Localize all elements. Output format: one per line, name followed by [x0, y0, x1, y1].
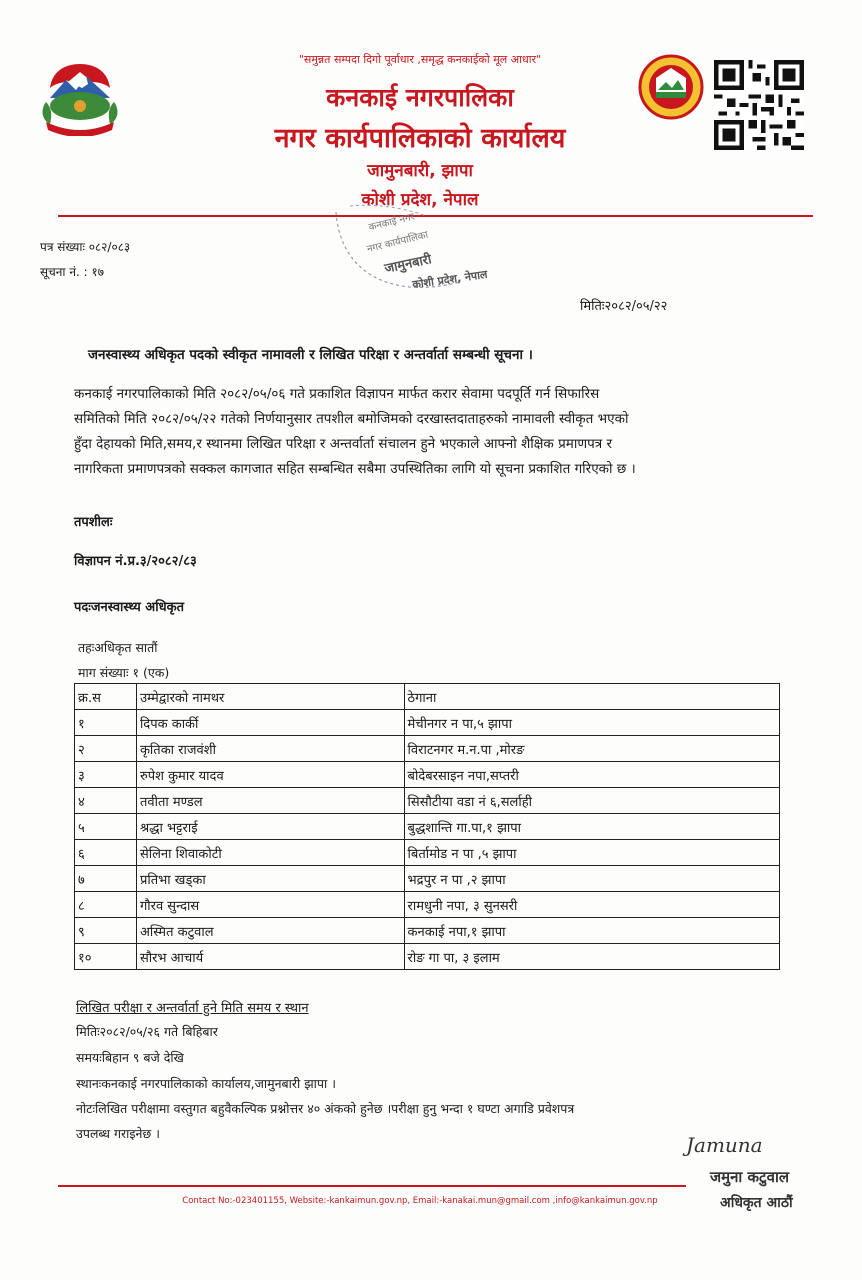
serial-cell: ४	[75, 788, 137, 814]
table-row	[75, 736, 780, 762]
address-cell: सिसौटीया वडा नं ६,सर्लाही	[404, 788, 779, 814]
serial-cell: ६	[75, 840, 137, 866]
name-cell: तवीता मण्डल	[136, 788, 404, 814]
address-line-2: कोशी प्रदेश, नेपाल	[361, 190, 479, 210]
table-row	[75, 892, 780, 918]
table-row	[75, 840, 780, 866]
body-line-1: कनकाई नगरपालिकाको मिति २०८२/०५/०६ गते प्रकाशित विज्ञापन मार्फत करार सेवामा पदपूर्ति गर्न सिफारिस	[74, 386, 600, 402]
serial-cell: १०	[75, 944, 137, 970]
name-cell: दिपक कार्की	[136, 710, 404, 736]
demand-count: माग संख्याः १ (एक)	[78, 665, 170, 680]
serial-cell: ९	[75, 918, 137, 944]
motto-text: "समुन्नत सम्पदा दिगो पूर्वाधार ,समृद्ध कनकाईको मूल आधार"	[298, 53, 542, 66]
address-line-1: जामुनबारी, झापा	[367, 161, 473, 181]
notice-body	[74, 382, 814, 482]
name-cell: श्रद्धा भट्टराई	[136, 814, 404, 840]
table-row	[75, 918, 780, 944]
municipality-logo-icon	[638, 54, 704, 120]
address-cell: विराटनगर म.न.पा ,मोरङ	[404, 736, 779, 762]
table-row	[75, 944, 780, 970]
signature-scrawl: Jamuna	[686, 1133, 763, 1157]
candidate-table	[74, 683, 780, 970]
address-cell: बुद्धशान्ति गा.पा,१ झापा	[404, 814, 779, 840]
address-cell: कनकाई नपा,१ झापा	[404, 918, 779, 944]
stamp-line-3: जामुनबारी	[383, 252, 433, 277]
letter-number: पत्र संख्याः ०८२/०८३	[40, 240, 131, 254]
body-line-4: नागरिकता प्रमाणपत्रको सक्कल कागजात सहित सम्बन्धित सबैमा उपस्थितिका लागि यो सूचना प्रकाशित गरिएको छ ।	[74, 461, 636, 477]
column-header: ठेगाना	[404, 684, 779, 710]
table-row	[75, 710, 780, 736]
name-cell: गौरव सुन्दास	[136, 892, 404, 918]
serial-cell: १	[75, 710, 137, 736]
post-level: तहःअधिकृत सातौं	[78, 640, 158, 655]
stamp-line-2: नगर कार्यपालिका	[365, 229, 430, 256]
body-line-3: हुँदा देहायको मिति,समय,र स्थानमा लिखित परिक्षा र अन्तर्वार्ता संचालन हुने भएकाले आफ्नो शैक्षिक प्रमाणपत्र र	[74, 436, 613, 452]
address-cell: मेचीनगर न पा,५ झापा	[404, 710, 779, 736]
serial-cell: ५	[75, 814, 137, 840]
address-cell: भद्रपुर न पा ,२ झापा	[404, 866, 779, 892]
table-row	[75, 762, 780, 788]
municipality-title: कनकाई नगरपालिका	[326, 83, 514, 112]
footer-divider	[58, 1185, 686, 1187]
notice-date: मितिः२०८२/०५/२२	[580, 299, 668, 314]
stamp-line-1: कनकाई नगर	[367, 211, 416, 234]
name-cell: सेलिना शिवाकोटी	[136, 840, 404, 866]
nepal-emblem-icon	[36, 58, 124, 136]
tapsil-label: तपशीलः	[74, 515, 113, 530]
address-cell: रामधुनी नपा, ३ सुनसरी	[404, 892, 779, 918]
table-header-row	[75, 684, 780, 710]
exam-time: समयःबिहान ९ बजे देखि	[76, 1050, 184, 1065]
name-cell: अस्मित कटुवाल	[136, 918, 404, 944]
address-cell: रोङ गा पा, ३ इलाम	[404, 944, 779, 970]
footer-contact: Contact No:-023401155, Website:-kankaimun.gov.np, Email:-kanakai.mun@gmail.com ,info@kankaimun.gov.np	[182, 1196, 658, 1206]
qr-code-icon	[714, 60, 804, 150]
exam-note-continued: उपलब्ध गराइनेछ ।	[76, 1126, 160, 1141]
advert-number: विज्ञापन नं.प्र.३/२०८२/८३	[74, 554, 197, 569]
name-cell: रुपेश कुमार यादव	[136, 762, 404, 788]
serial-cell: २	[75, 736, 137, 762]
exam-place: स्थानःकनकाई नगरपालिकाको कार्यालय,जामुनबारी झापा ।	[76, 1076, 336, 1091]
column-header: क्र.स	[75, 684, 137, 710]
serial-cell: ८	[75, 892, 137, 918]
name-cell: सौरभ आचार्य	[136, 944, 404, 970]
signatory-name: जमुना कटुवाल	[710, 1168, 790, 1186]
signatory-title: अधिकृत आठौं	[720, 1195, 793, 1211]
name-cell: प्रतिभा खड्का	[136, 866, 404, 892]
serial-cell: ७	[75, 866, 137, 892]
office-title: नगर कार्यपालिकाको कार्यालय	[274, 123, 566, 154]
notice-subject: जनस्वास्थ्य अधिकृत पदको स्वीकृत नामावली र लिखित परिक्षा र अन्तर्वार्ता सम्बन्धी सूचना ।	[88, 347, 533, 363]
notice-number: सूचना नं. : १७	[40, 265, 104, 279]
exam-note: नोटःलिखित परीक्षामा वस्तुगत बहुवैकल्पिक प्रश्नोत्तर ४० अंकको हुनेछ ।परीक्षा हुनु भन्दा १ घण्टा अगाडि प्रवेशपत्र	[76, 1101, 575, 1116]
name-cell: कृतिका राजवंशी	[136, 736, 404, 762]
address-cell: बोदेबरसाइन नपा,सप्तरी	[404, 762, 779, 788]
address-cell: बिर्तामोड न पा ,५ झापा	[404, 840, 779, 866]
stamp-line-4: कोशी प्रदेश, नेपाल	[411, 267, 489, 292]
column-header: उम्मेद्वारको नामथर	[136, 684, 404, 710]
body-line-2: समितिको मिति २०८२/०५/२२ गतेको निर्णयानुसार तपशील बमोजिमको दरखास्तदाताहरुको नामावली स्वीकृत भएको	[74, 411, 629, 427]
serial-cell: ३	[75, 762, 137, 788]
table-row	[75, 866, 780, 892]
table-row	[75, 788, 780, 814]
post-name: पदःजनस्वास्थ्य अधिकृत	[74, 600, 184, 615]
table-row	[75, 814, 780, 840]
exam-date: मितिः२०८२/०५/२६ गते बिहिबार	[76, 1024, 218, 1039]
exam-heading: लिखित परीक्षा र अन्तर्वार्ता हुने मिति समय र स्थान	[76, 1001, 309, 1016]
